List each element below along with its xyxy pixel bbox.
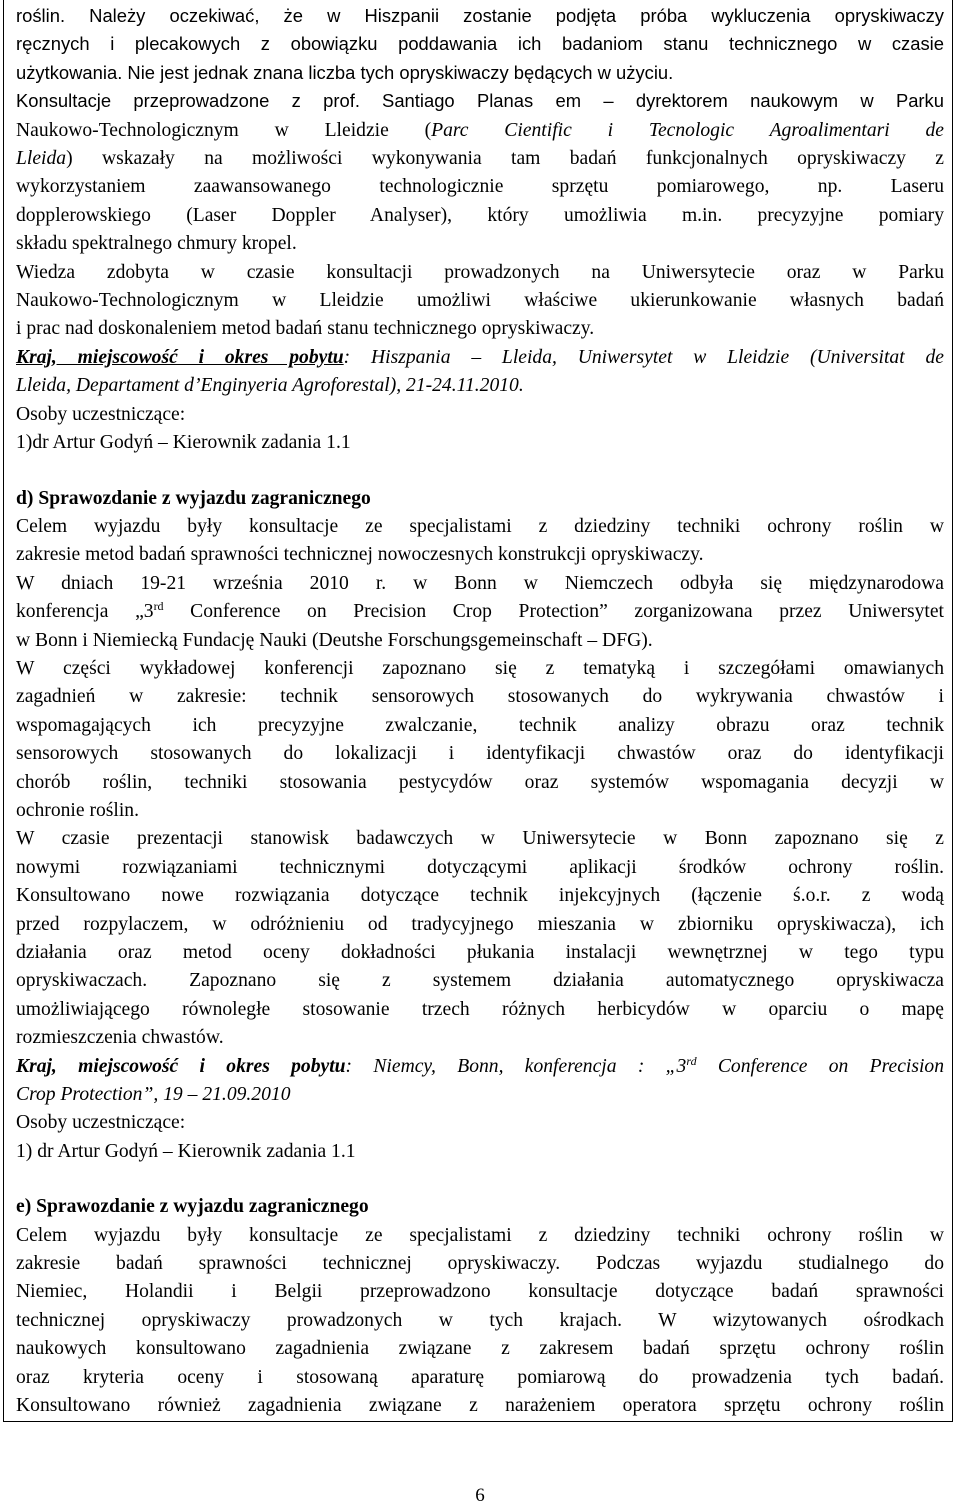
text-line: ręcznych i plecakowych z obowiązku poddawania ich badaniom stanu technicznego w czasie xyxy=(16,33,944,55)
text-fragment: konferencja „3 xyxy=(16,601,154,623)
page-number: 6 xyxy=(475,1485,485,1506)
text-line: nowymi rozwiązaniami technicznymi dotyczącymi aplikacji środków ochrony roślin. xyxy=(16,856,944,878)
institution-name-end: Lleida xyxy=(16,148,67,170)
text-line: i prac nad doskonaleniem metod badań stanu technicznego opryskiwaczy. xyxy=(16,318,595,340)
document-body xyxy=(16,0,944,1421)
text-line: opryskiwaczach. Zapoznano się z systemem działania automatycznego opryskiwacza xyxy=(16,970,944,992)
text-line: składu spektralnego chmury kropel. xyxy=(16,233,297,255)
text-line: ochronie roślin. xyxy=(16,799,139,821)
text-line: Celem wyjazdu były konsultacje ze specjalistami z dziedziny techniki ochrony roślin w xyxy=(16,515,944,537)
text-line xyxy=(16,87,944,116)
text-line: w Bonn i Niemiecką Fundację Nauki (Deutshe Forschungsgemeinschaft – DFG). xyxy=(16,629,653,651)
stay-details-label: Kraj, miejscowość i okres pobytu xyxy=(16,346,344,368)
text-line xyxy=(16,117,944,145)
text-line: Konsultowano nowe rozwiązania dotyczące technik injekcyjnych (łączenie ś.o.r. z wodą xyxy=(16,885,944,907)
text-line: roślin. Należy oczekiwać, że w Hiszpanii zostanie podjęta próba wykluczenia opryskiwaczy xyxy=(16,5,944,26)
stay-details-text: : Niemcy, Bonn, konferencja : „3 xyxy=(345,1055,687,1077)
section-c-continuation xyxy=(16,2,944,458)
participant-item: 1) dr Artur Godyń – Kierownik zadania 1.1 xyxy=(16,1140,356,1162)
text-fragment: Konsultacje przeprowadzone z prof. xyxy=(16,90,360,112)
text-line: Celem wyjazdu były konsultacje ze specjalistami z dziedziny techniki ochrony roślin w xyxy=(16,1224,944,1246)
text-fragment: Santiago Planas em – dyrektorem naukowym w Parku xyxy=(382,90,944,112)
text-line: oraz kryteria oceny i stosowaną aparaturę pomiarową do prowadzenia tych badań. xyxy=(16,1366,944,1388)
stay-details-line xyxy=(16,1053,944,1081)
stay-details-label: Kraj, miejscowość i okres pobytu xyxy=(16,1055,346,1077)
text-line: chorób roślin, techniki stosowania pestycydów oraz systemów wspomagania decyzji w xyxy=(16,771,944,793)
section-d xyxy=(16,485,944,1167)
text-line: zakresie badań sprawności technicznej opryskiwaczy. Podczas wyjazdu studialnego do xyxy=(16,1253,944,1275)
text-line: wykorzystaniem zaawansowanego technologicznie sprzętu pomiarowego, np. Laseru xyxy=(16,176,944,198)
institution-name: Parc Cientific i Tecnologic Agroalimentari de xyxy=(431,119,944,141)
section-spacer xyxy=(16,1166,944,1193)
text-line: zagadnień w zakresie: technik sensorowych stosowanych do wykrywania chwastów i xyxy=(16,686,944,708)
text-fragment: Conference on Precision Crop Protection” zorganizowana przez Uniwersytet xyxy=(163,601,944,623)
stay-details-line xyxy=(16,344,944,372)
text-fragment: Naukowo-Technologicznym w Lleidzie ( xyxy=(16,119,432,141)
text-line: W części wykładowej konferencji zapoznano się z tematyką i szczegółami omawianych xyxy=(16,657,944,679)
text-line xyxy=(16,145,944,173)
ordinal-superscript: rd xyxy=(686,1053,697,1068)
stay-details-text: : Hiszpania – Lleida, Uniwersytet w Lleidzie (Universitat de xyxy=(343,346,944,368)
participants-label: Osoby uczestniczące: xyxy=(16,403,186,425)
text-line: Naukowo-Technologicznym w Lleidzie umożliwi właściwe ukierunkowanie własnych badań xyxy=(16,290,944,312)
text-line: Konsultowano również zagadnienia związane z narażeniem operatora sprzętu ochrony roślin xyxy=(16,1395,944,1417)
text-line: Niemiec, Holandii i Belgii przeprowadzono konsultacje dotyczące badań sprawności xyxy=(16,1281,944,1303)
text-line: sensorowych stosowanych do lokalizacji i identyfikacji chwastów oraz do identyfikacji xyxy=(16,743,944,765)
text-line: przed rozpylaczem, w odróżnieniu od tradycyjnego mieszania w zbiorniku opryskiwacza), ich xyxy=(16,913,944,935)
text-line: wspomagających ich precyzyjne zwalczanie, technik analizy obrazu oraz technik xyxy=(16,714,944,736)
ordinal-superscript: rd xyxy=(153,599,164,614)
participant-item: 1)dr Artur Godyń – Kierownik zadania 1.1 xyxy=(16,432,351,454)
section-spacer xyxy=(16,458,944,485)
section-heading: e) Sprawozdanie z wyjazdu zagranicznego xyxy=(16,1196,369,1218)
stay-details-text: Conference on Precision xyxy=(696,1055,944,1077)
text-line: W czasie prezentacji stanowisk badawczych w Uniwersytecie w Bonn zapoznano się z xyxy=(16,828,944,850)
section-heading: d) Sprawozdanie z wyjazdu zagranicznego xyxy=(16,487,371,509)
text-line: użytkowania. Nie jest jednak znana liczba tych opryskiwaczy będących w użyciu. xyxy=(16,61,674,83)
text-line: działania oraz metod oceny dokładności płukania instalacji wewnętrznej w tego typu xyxy=(16,942,944,963)
text-line: dopplerowskiego (Laser Doppler Analyser), który umożliwia m.in. precyzyjne pomiary xyxy=(16,204,944,226)
stay-details-line: Lleida, Departament d’Enginyeria Agroforestal), 21-24.11.2010. xyxy=(16,375,524,397)
text-line: W dniach 19-21 września 2010 r. w Bonn w Niemczech odbyła się międzynarodowa xyxy=(16,572,944,594)
participants-label: Osoby uczestniczące: xyxy=(16,1112,186,1134)
section-e xyxy=(16,1193,944,1420)
text-line: Wiedza zdobyta w czasie konsultacji prowadzonych na Uniwersytecie oraz w Parku xyxy=(16,261,944,283)
text-line: rozmieszczenia chwastów. xyxy=(16,1027,224,1049)
stay-details-line: Crop Protection”, 19 – 21.09.2010 xyxy=(16,1084,291,1106)
text-line xyxy=(16,598,944,626)
text-fragment: ) wskazały na możliwości wykonywania tam badań funkcjonalnych opryskiwaczy z xyxy=(66,148,944,170)
text-line: zakresie metod badań sprawności technicznej nowoczesnych konstrukcji opryskiwaczy. xyxy=(16,544,704,566)
text-line: technicznej opryskiwaczy prowadzonych w tych krajach. W wizytowanych ośrodkach xyxy=(16,1309,944,1331)
text-line: naukowych konsultowano zagadnienia związane z zakresem badań sprzętu ochrony roślin xyxy=(16,1338,944,1360)
text-line: umożliwiającego równoległe stosowanie trzech różnych herbicydów w oparciu o mapę xyxy=(16,998,944,1020)
